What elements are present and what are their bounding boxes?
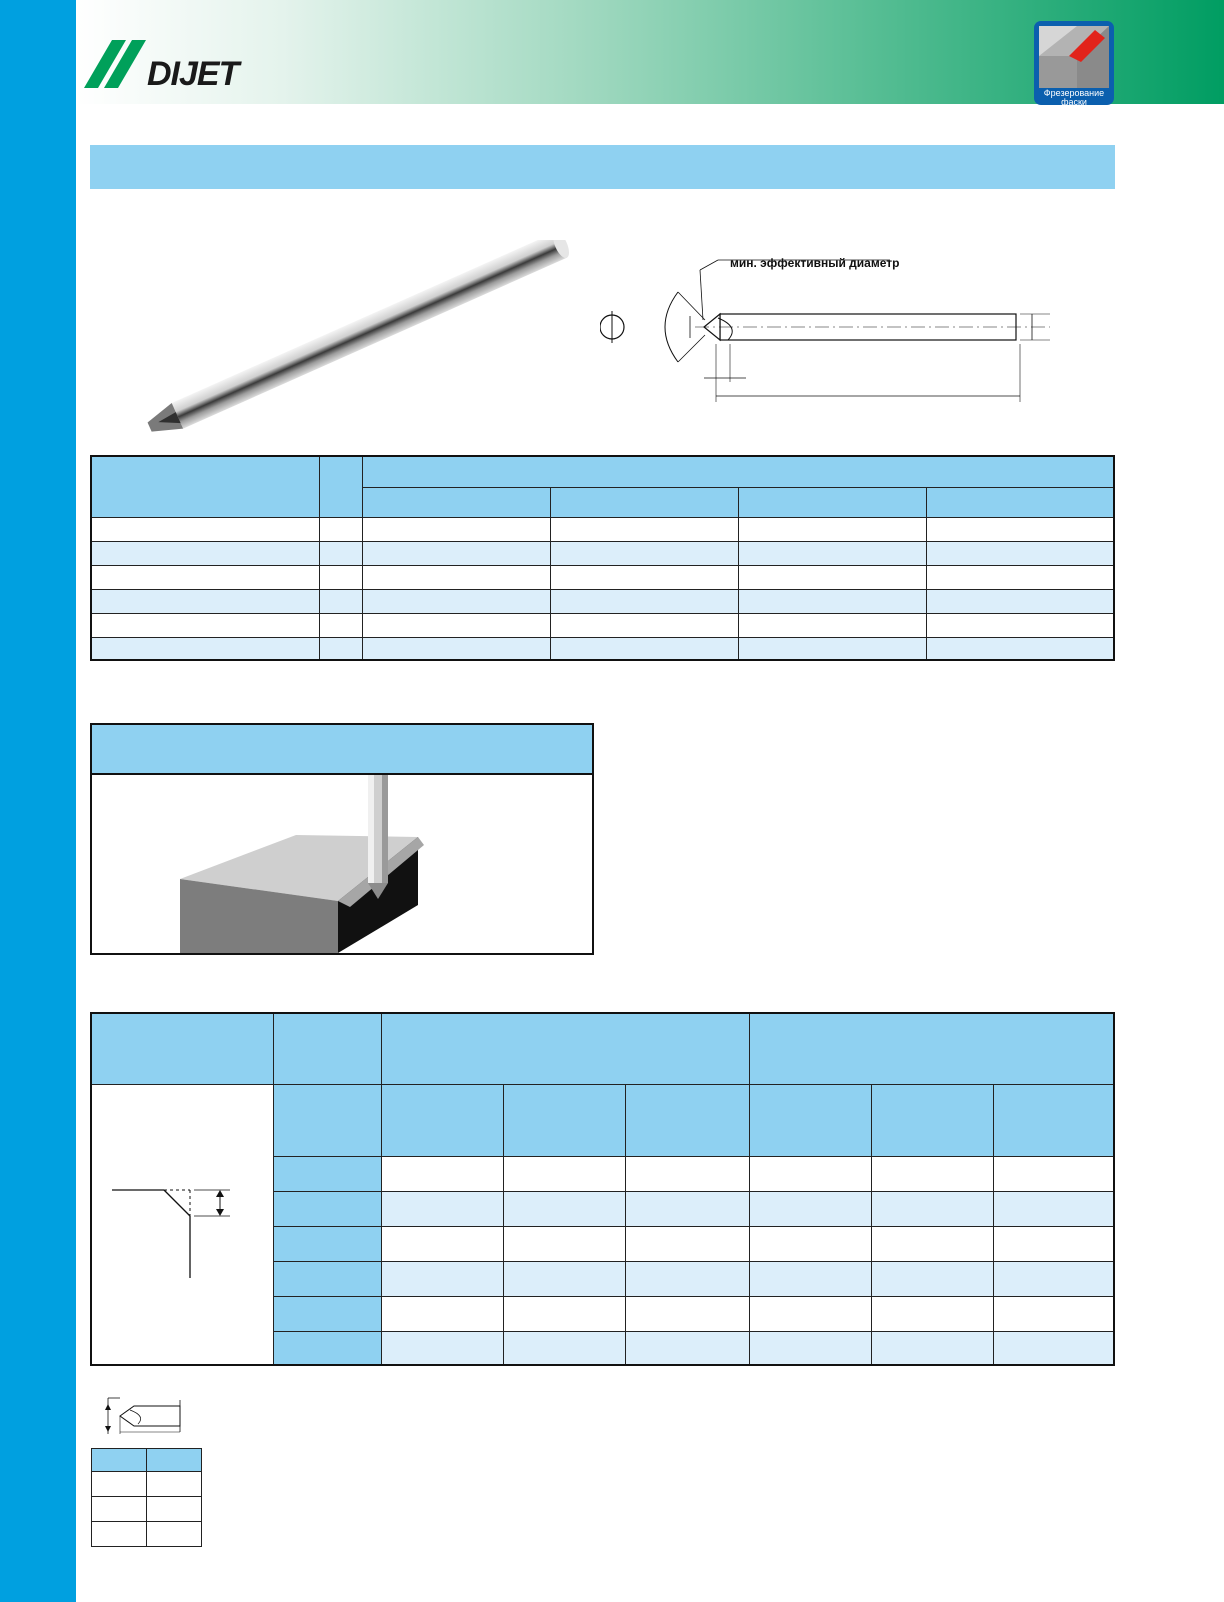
tip-table-header-row [92, 1449, 202, 1472]
tip-size-table [91, 1448, 202, 1547]
cutting-subheader-cell [382, 1085, 504, 1157]
spec-header-cell [363, 456, 1114, 488]
spec-subheader-cell [738, 488, 926, 518]
spec-header-cell [91, 456, 320, 518]
chamfer-size-diagram [110, 1180, 240, 1280]
table-row [92, 1497, 202, 1522]
tip-header-cell [147, 1449, 202, 1472]
table-row [91, 638, 1114, 661]
cutting-table-header-row [91, 1013, 1114, 1085]
min-effective-diameter-label: мин. эффективный диаметр [730, 256, 900, 270]
badge-label [1034, 89, 1114, 107]
chamfer-milling-icon [1039, 26, 1109, 88]
cutting-subheader-cell [872, 1085, 994, 1157]
table-row [92, 1472, 202, 1497]
table-row [91, 566, 1114, 590]
spec-subheader-cell [550, 488, 738, 518]
section-title-bar [90, 145, 1115, 189]
spec-subheader-cell [926, 488, 1114, 518]
cutting-table-subheader-row [91, 1085, 1114, 1157]
cutting-subheader-cell [273, 1085, 382, 1157]
application-box [90, 723, 594, 955]
tip-header-cell [92, 1449, 147, 1472]
cutting-subheader-cell [994, 1085, 1114, 1157]
cutting-subheader-cell [750, 1085, 872, 1157]
cutting-header-cell [382, 1013, 750, 1085]
chamfer-application-illustration [92, 775, 592, 953]
spec-table-header-row [91, 456, 1114, 488]
badge-label-line2: фаски [1061, 97, 1087, 107]
chamfer-end-mill-photo [130, 240, 570, 450]
left-sidebar-band [0, 0, 76, 1602]
cutting-header-cell [750, 1013, 1114, 1085]
table-row [91, 542, 1114, 566]
table-row [91, 518, 1114, 542]
table-row [91, 590, 1114, 614]
brand-logo-text: DIJET [147, 55, 239, 93]
table-row [91, 614, 1114, 638]
cutting-subheader-cell [626, 1085, 750, 1157]
application-box-header [92, 725, 592, 775]
cutting-subheader-cell [504, 1085, 626, 1157]
spec-table [90, 455, 1115, 661]
cutting-header-cell [273, 1013, 382, 1085]
spec-subheader-cell [363, 488, 551, 518]
badge-label-line1: Фрезерование [1043, 88, 1105, 98]
cutting-header-cell [91, 1013, 273, 1085]
table-row [92, 1522, 202, 1547]
spec-header-cell [320, 456, 363, 518]
cutting-conditions-table [90, 1012, 1115, 1366]
tip-dimension-sketch [100, 1392, 210, 1440]
